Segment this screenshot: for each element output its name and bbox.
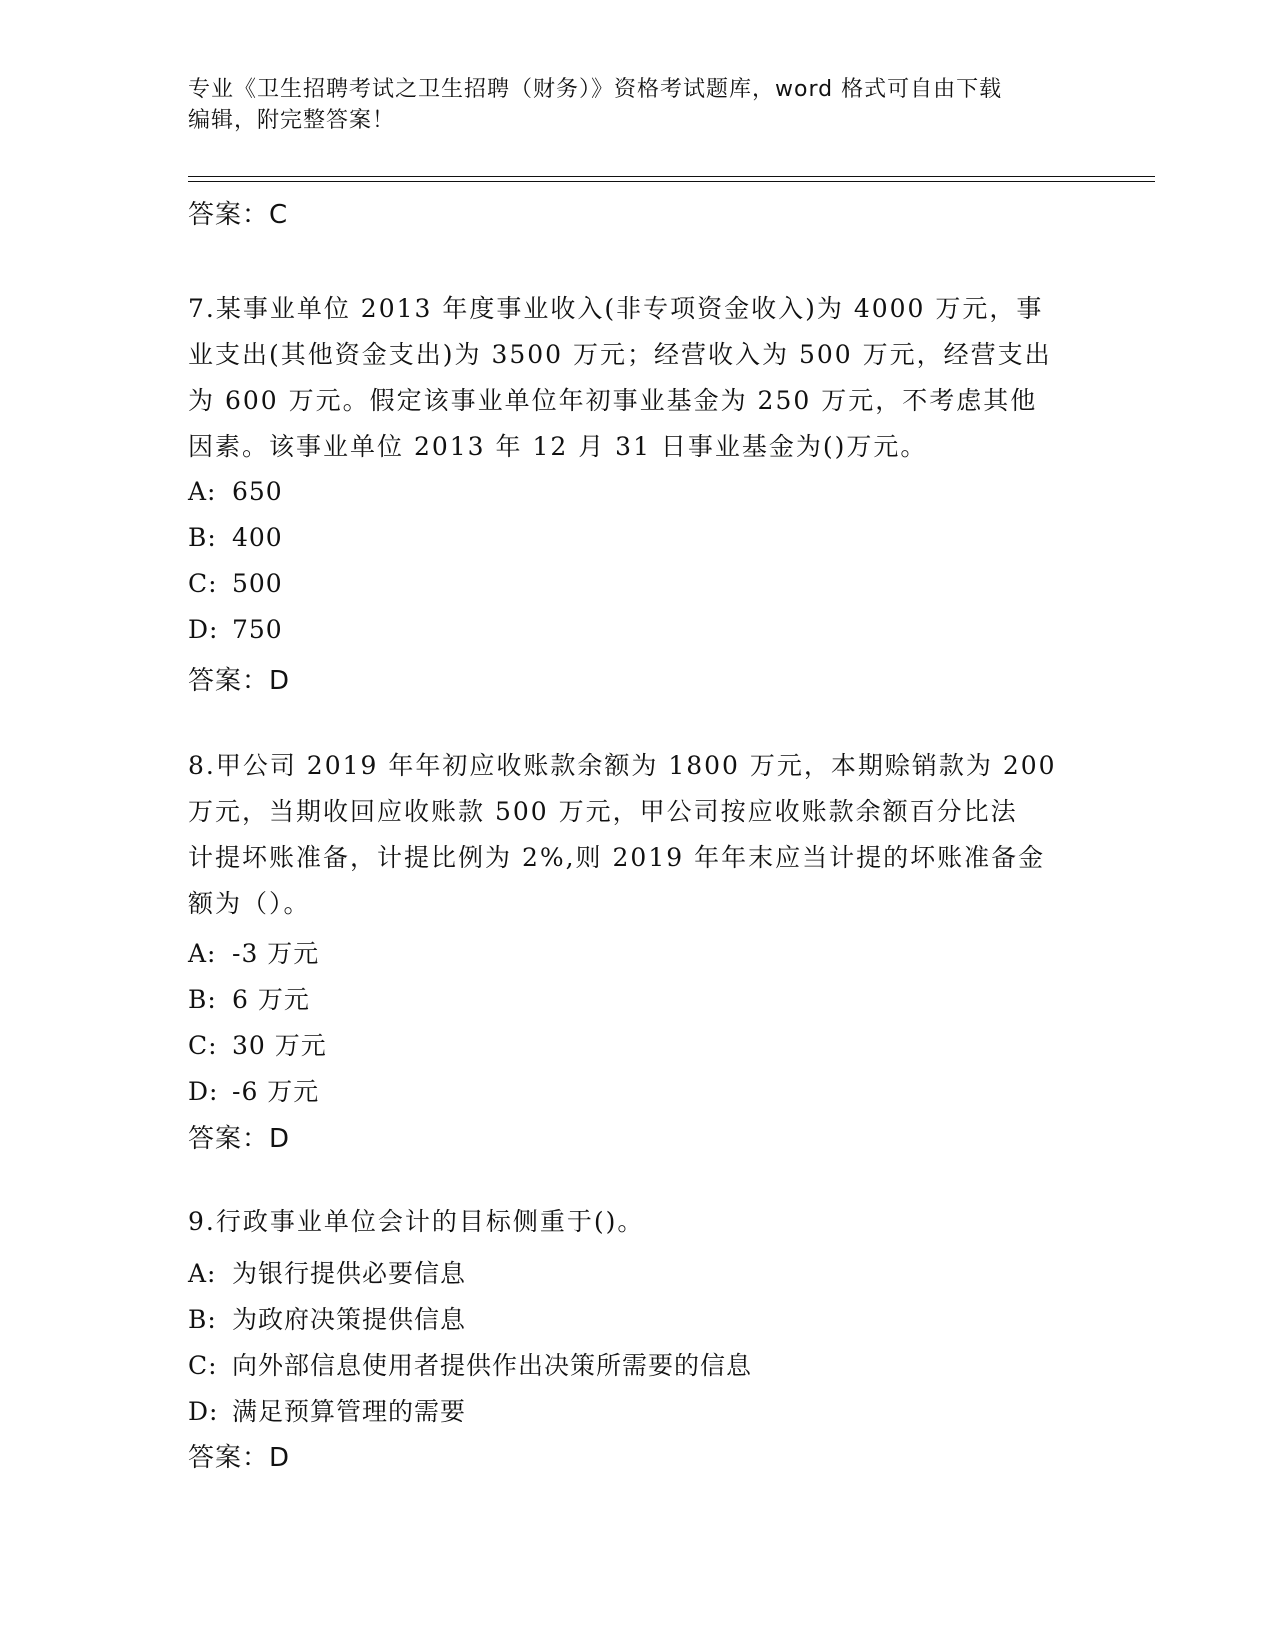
question-line: 额为（）。 <box>188 889 311 918</box>
option-text: 为政府决策提供信息 <box>232 1305 467 1334</box>
question-line: 因素。该事业单位 2013 年 12 月 31 日事业基金为()万元。 <box>188 432 928 461</box>
question-line: 为 600 万元。假定该事业单位年初事业基金为 250 万元，不考虑其他 <box>188 386 1038 415</box>
option-key: D: <box>188 1397 219 1426</box>
option-b <box>188 980 310 1016</box>
option-c <box>188 569 283 598</box>
option-key: D: <box>188 1077 219 1106</box>
option-text: 满足预算管理的需要 <box>232 1397 467 1426</box>
answer-8 <box>188 1118 290 1155</box>
option-d <box>188 1392 466 1428</box>
answer-label: 答案： <box>188 666 270 696</box>
option-key: C: <box>188 1351 218 1380</box>
option-text: -6 万元 <box>232 1077 320 1106</box>
page-header <box>188 74 1088 136</box>
option-text: 向外部信息使用者提供作出决策所需要的信息 <box>232 1351 753 1380</box>
answer-label: 答案： <box>188 200 270 230</box>
answer-value: D <box>269 1124 291 1154</box>
question-line: 万元，当期收回应收账款 500 万元，甲公司按应收账款余额百分比法 <box>188 797 1018 826</box>
option-d <box>188 615 283 644</box>
answer-7 <box>188 660 290 697</box>
option-key: B: <box>188 985 217 1014</box>
answer-value: D <box>269 666 291 696</box>
option-text: 30 万元 <box>232 1031 327 1060</box>
option-key: B: <box>188 523 217 552</box>
header-rule-top <box>188 176 1155 177</box>
question-line: 7.某事业单位 2013 年度事业收入(非专项资金收入)为 4000 万元，事 <box>188 294 1044 323</box>
option-b <box>188 1300 466 1336</box>
option-text: 650 <box>232 477 283 506</box>
question-9 <box>188 1199 1088 1245</box>
option-text: 750 <box>232 615 283 644</box>
answer-value: D <box>269 1443 291 1473</box>
option-a <box>188 934 319 970</box>
option-d <box>188 1072 319 1108</box>
option-text: 为银行提供必要信息 <box>232 1259 467 1288</box>
option-key: B: <box>188 1305 217 1334</box>
option-text: 500 <box>232 569 283 598</box>
option-b <box>188 523 283 552</box>
option-c <box>188 1026 327 1062</box>
option-text: 6 万元 <box>232 985 310 1014</box>
answer-label: 答案： <box>188 1124 270 1154</box>
option-key: D: <box>188 615 219 644</box>
answer-9 <box>188 1437 290 1474</box>
answer-label: 答案： <box>188 1443 270 1473</box>
option-key: C: <box>188 1031 218 1060</box>
option-text: 400 <box>232 523 283 552</box>
option-key: A: <box>188 939 217 968</box>
option-a <box>188 477 283 506</box>
option-key: A: <box>188 477 217 506</box>
question-line: 9.行政事业单位会计的目标侧重于()。 <box>188 1207 645 1236</box>
previous-answer <box>188 194 288 231</box>
option-c <box>188 1346 752 1382</box>
question-8 <box>188 743 1088 927</box>
question-line: 业支出(其他资金支出)为 3500 万元；经营收入为 500 万元，经营支出 <box>188 340 1052 369</box>
option-text: -3 万元 <box>232 939 320 968</box>
option-key: C: <box>188 569 218 598</box>
option-key: A: <box>188 1259 217 1288</box>
option-a <box>188 1254 466 1290</box>
question-line: 8.甲公司 2019 年年初应收账款余额为 1800 万元，本期赊销款为 200 <box>188 751 1057 780</box>
header-rule-bottom <box>188 181 1155 182</box>
question-7 <box>188 286 1088 470</box>
header-line-1: 专业《卫生招聘考试之卫生招聘（财务）》资格考试题库，word 格式可自由下载 <box>188 77 1003 102</box>
answer-value: C <box>269 200 289 230</box>
question-line: 计提坏账准备，计提比例为 2%,则 2019 年年末应当计提的坏账准备金 <box>188 843 1046 872</box>
header-line-2: 编辑，附完整答案！ <box>188 108 396 133</box>
